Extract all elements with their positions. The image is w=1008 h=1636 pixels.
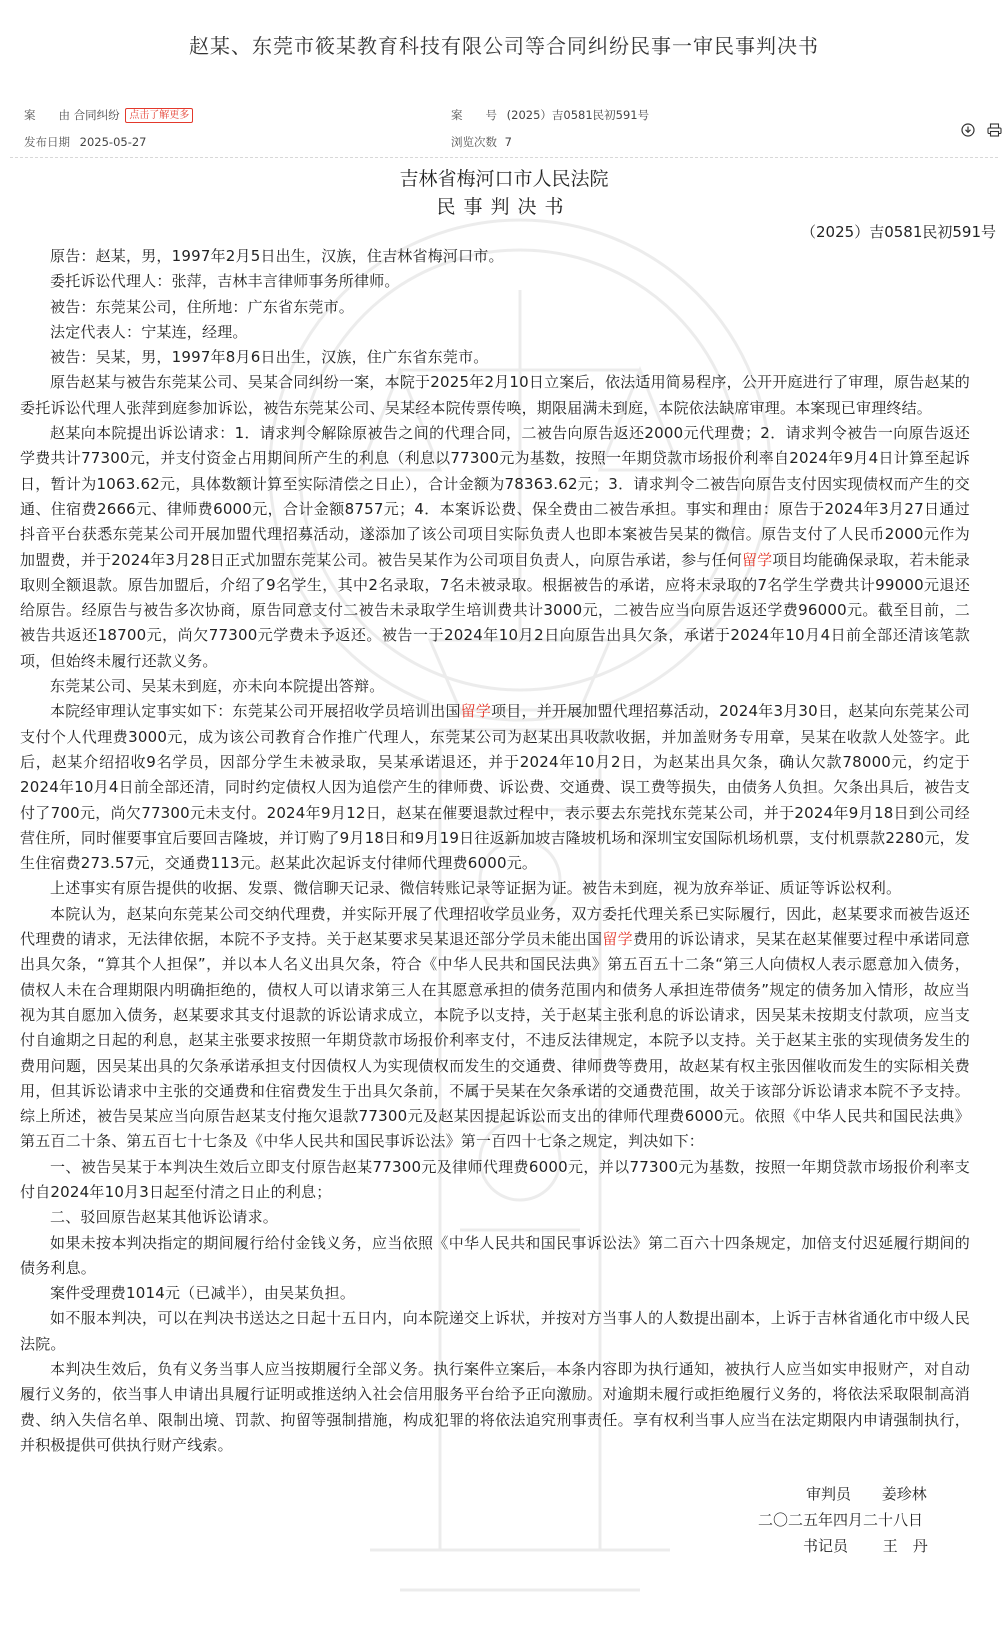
views-value: 7 [504, 135, 512, 149]
paragraph: 东莞某公司、吴某未到庭，亦未向本院提出答辩。 [50, 677, 385, 696]
cause-label: 案 由 [24, 108, 70, 122]
paragraph: 本判决生效后，负有义务当事人应当按期履行全部义务。执行案件立案后，本条内容即为执行通知，被执行人应当如实申报财产，对自动履行义务的，依当事人申请出具履行证明或推送纳入社会信用服务平台给予正向激励。对逾期未履行或拒绝履行义务的，将依法采取限制高消费、纳入失信名单、限制出境、罚款、拘留等强制措施，构成犯罪的将依法追究刑事责任。享有权利当事人应当在法定期限内申请强制执行，并积极提供可供执行财产线索。 [20, 1360, 970, 1454]
date-label: 发布日期 [24, 135, 70, 149]
highlighted-keyword: 留学 [460, 702, 492, 721]
cause-row [24, 107, 193, 123]
case-number: （2025）吉0581民初591号 [801, 223, 996, 241]
paragraph: 本院认为，赵某向东莞某公司交纳代理费，并实际开展了代理招收学员业务，双方委托代理关系已实际履行，因此，赵某要求而被告返还代理费的请求，无法律依据，本院不予支持。关于赵某要求吴某退还部分学员未能出国留学费用的诉讼请求，吴某在赵某催要过程中承诺同意出具欠条，“算其个人担保”，并以本人名义出具欠条，符合《中华人民共和国民法典》第五百五十二条“第三人向债权人表示愿意加入债务，债权人未在合理期限内明确拒绝的，债权人可以请求第三人在其愿意承担的债务范围内和债务人承担连带债务”规定的债务加入情形，故应当视为其自愿加入债务，赵某要求其支付退款的诉讼请求成立，本院予以支持，关于赵某主张利息的诉讼请求，因吴某未按期支付款项，应当支付自逾期之日起的利息，赵某主张要求按照一年期贷款市场报价利率支付，不违反法律规定，本院予以支持。关于赵某主张的实现债务发生的费用问题，因吴某出具的欠条承诺承担支付因债权人为实现债权而发生的交通费、律师费等费用，故赵某有权主张因催收而发生的实际相关费用，但其诉讼请求中主张的交通费和住宿费发生于出具欠条前，不属于吴某在欠条承诺的交通费范围，故关于该部分诉讼请求本院不予支持。综上所述，被告吴某应当向原告赵某支付拖欠退款77300元及赵某因提起诉讼而支出的律师代理费6000元。依照《中华人民共和国民法典》第五百二十条、第五百七十七条及《中华人民共和国民事诉讼法》第一百四十七条之规定，判决如下： [20, 904, 970, 1151]
print-icon[interactable] [987, 125, 1002, 141]
download-icon[interactable] [961, 125, 979, 141]
paragraph: 如不服本判决，可以在判决书送达之日起十五日内，向本院递交上诉状，并按对方当事人的人数提出副本，上诉于吉林省通化市中级人民法院。 [20, 1309, 970, 1353]
highlighted-keyword: 留学 [602, 930, 633, 949]
paragraph: 二、驳回原告赵某其他诉讼请求。 [50, 1208, 279, 1227]
paragraph: 如果未按本判决指定的期间履行给付金钱义务，应当依照《中华人民共和国民事诉讼法》第二百六十四条规定，加倍支付迟延履行期间的债务利息。 [20, 1233, 970, 1277]
date-value: 2025-05-27 [79, 135, 147, 149]
paragraph: 委托诉讼代理人：张萍，吉林丰言律师事务所律师。 [50, 272, 400, 291]
clerk-label: 书记员 [803, 1537, 849, 1555]
clerk-name: 王 丹 [882, 1537, 928, 1555]
paragraph: 本院经审理认定事实如下：东莞某公司开展招收学员培训出国留学项目，并开展加盟代理招募活动，2024年3月30日，赵某向东莞某公司支付个人代理费3000元，成为该公司教育合作推广代理人，东莞某公司为赵某出具收款收据，并加盖财务专用章，吴某在收款人处签字。此后，赵某介绍招收9名学员，因部分学生未被录取，吴某承诺退还，并于2024年10月2日，为赵某出具欠条，确认欠款78000元，约定于2024年10月4日前全部还清，同时约定债权人因为追偿产生的律师费、诉讼费、交通费、误工费等损失，由债务人负担。欠条出具后，被告支付了700元，尚欠77300元未支付。2024年9月12日，赵某在催要退款过程中，表示要去东莞找东莞某公司，并于2024年9月18日到公司经营住所，同时催要事宜后要回吉隆坡，并订购了9月18日和9月19日往返新加坡吉隆坡机场和深圳宝安国际机场机票，支付机票款2280元，发生住宿费273.57元，交通费113元。赵某此次起诉支付律师代理费6000元。 [20, 702, 970, 873]
date-row [24, 134, 147, 150]
paragraph: 法定代表人：宁某连，经理。 [50, 322, 248, 341]
cause-value: 合同纠纷 [73, 108, 120, 122]
judgment-body [20, 244, 970, 1458]
paragraph: 一、被告吴某于本判决生效后立即支付原告赵某77300元及律师代理费6000元，并以77300元为基数，按照一年期贷款市场报价利率支付自2024年10月3日起至付清之日止的利息； [20, 1157, 970, 1201]
caseno-value: (2025）吉0581民初591号 [506, 108, 650, 122]
judge-label: 审判员 [806, 1485, 852, 1503]
paragraph: 被告：东莞某公司，住所地：广东省东莞市。 [50, 297, 355, 316]
learn-more-button[interactable]: 点击了解更多 [125, 108, 193, 123]
views-row [451, 134, 512, 150]
court-name: 吉林省梅河口市人民法院 [399, 168, 609, 190]
judge-line [806, 1483, 927, 1504]
highlighted-keyword: 留学 [741, 550, 773, 569]
paragraph: 案件受理费1014元（已减半），由吴某负担。 [50, 1284, 356, 1303]
caseno-label: 案 号 [451, 108, 497, 122]
judgment-date: 二〇二五年四月二十八日 [758, 1511, 924, 1529]
paragraph: 原告：赵某，男，1997年2月5日出生，汉族，住吉林省梅河口市。 [50, 247, 504, 265]
header-divider [10, 157, 998, 158]
views-label: 浏览次数 [451, 135, 497, 149]
paragraph: 原告赵某与被告东莞某公司、吴某合同纠纷一案，本院于2025年2月10日立案后，依法适用简易程序，公开开庭进行了审理，原告赵某的委托诉讼代理人张萍到庭参加诉讼，被告东莞某公司、吴某经本院传票传唤，期限届满未到庭，本院依法缺席审理。本案现已审理终结。 [20, 373, 970, 417]
paragraph: 赵某向本院提出诉讼请求：1．请求判令解除原被告之间的代理合同，二被告向原告返还2000元代理费；2．请求判令被告一向原告返还学费共计77300元，并支付资金占用期间所产生的利息（利息以77300元为基数，按照一年期贷款市场报价利率自2024年9月4日计算至起诉日，暂计为1063.62元，具体数额计算至实际清偿之日止），合计金额为78363.62元；3．请求判令二被告向原告支付因实现债权而产生的交通、住宿费2666元、律师费6000元，合计金额8757元；4．本案诉讼费、保全费由二被告承担。事实和理由：原告于2024年3月27日通过抖音平台获悉东莞某公司开展加盟代理招募活动，遂添加了该公司项目实际负责人也即本案被告吴某的微信。原告支付了人民币2000元作为加盟费，并于2024年3月28日正式加盟东莞某公司。被告吴某作为公司项目负责人，向原告承诺，参与任何留学项目均能确保录取，若未能录取则全额退款。原告加盟后，介绍了9名学生，其中2名录取，7名未被录取。根据被告的承诺，应将未录取的7名学生学费共计99000元退还给原告。经原告与被告多次协商，原告同意支付二被告未录取学生培训费共计3000元，二被告应当向原告返还学费96000元。截至目前，二被告共返还18700元，尚欠77300元学费未予返还。被告一于2024年10月2日向原告出具欠条，承诺于2024年10月4日前全部还清该笔款项，但始终未履行还款义务。 [20, 424, 970, 670]
caseno-row [451, 107, 649, 123]
judge-name: 姜珍林 [881, 1485, 927, 1503]
paragraph: 上述事实有原告提供的收据、发票、微信聊天记录、微信转账记录等证据为证。被告未到庭，视为放弃举证、质证等诉讼权利。 [50, 879, 902, 898]
toolbar-icons [953, 123, 1002, 141]
document-type: 民事判决书 [436, 196, 572, 218]
paragraph: 被告：吴某，男，1997年8月6日出生，汉族，住广东省东莞市。 [50, 348, 489, 367]
document-title: 赵某、东莞市筱某教育科技有限公司等合同纠纷民事一审民事判决书 [189, 34, 819, 58]
clerk-line [803, 1535, 928, 1556]
